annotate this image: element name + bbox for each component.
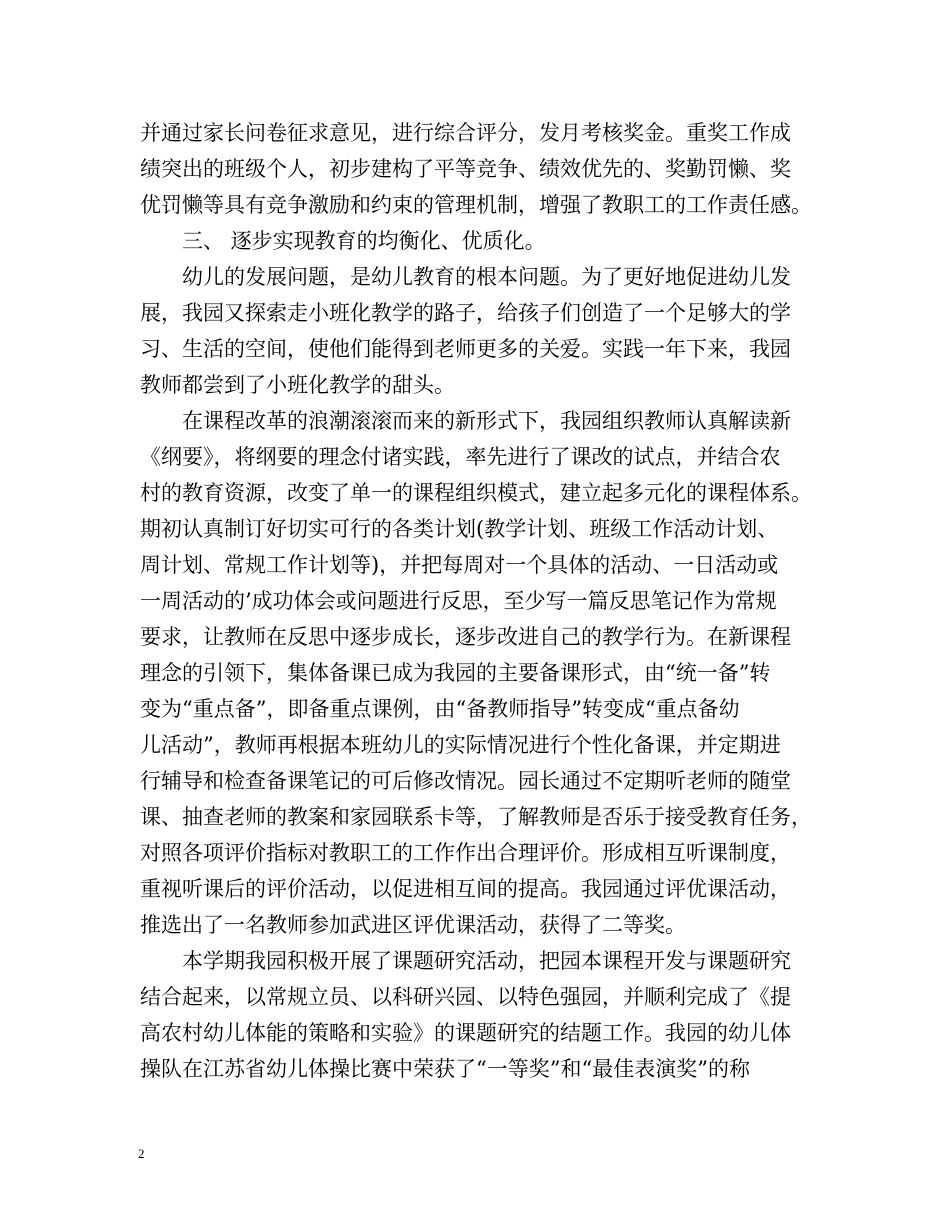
- text-line: 儿活动”，教师再根据本班幼儿的实际情况进行个性化备课，并定期进: [140, 733, 781, 757]
- page-number: 2: [138, 1146, 145, 1161]
- text-line: 优罚懒等具有竞争激励和约束的管理机制，增强了教职工的工作责任感。: [140, 193, 812, 217]
- text-line: 要求，让教师在反思中逐步成长，逐步改进自己的教学行为。在新课程: [140, 625, 791, 649]
- text-line: 行辅导和检查备课笔记的可后修改情况。园长通过不定期听老师的随堂: [140, 769, 791, 793]
- section-heading: 三、 逐步实现教育的均衡化、优质化。: [182, 229, 546, 253]
- text-line: 推选出了一名教师参加武进区评优课活动，获得了二等奖。: [140, 913, 686, 937]
- text-line: 课、抽查老师的教案和家园联系卡等，了解教师是否乐于接受教育任务，: [140, 805, 812, 829]
- text-line: 村的教育资源，改变了单一的课程组织模式，建立起多元化的课程体系。: [140, 481, 812, 505]
- text-line: 在课程改革的浪潮滚滚而来的新形式下，我园组织教师认真解读新: [182, 409, 791, 433]
- text-line: 结合起来，以常规立员、以科研兴园、以特色强园，并顺利完成了《提: [140, 985, 791, 1009]
- text-line: 期初认真制订好切实可行的各类计划(教学计划、班级工作活动计划、: [140, 517, 779, 541]
- text-line: 操队在江苏省幼儿体操比赛中荣获了“一等奖”和“最佳表演奖”的称: [140, 1057, 750, 1081]
- text-line: 习、生活的空间，使他们能得到老师更多的关爱。实践一年下来，我园: [140, 337, 791, 361]
- text-line: 对照各项评价指标对教职工的工作作出合理评价。形成相互听课制度，: [140, 841, 791, 865]
- text-line: 幼儿的发展问题，是幼儿教育的根本问题。为了更好地促进幼儿发: [182, 265, 791, 289]
- text-line: 展，我园又探索走小班化教学的路子，给孩子们创造了一个足够大的学: [140, 301, 791, 325]
- text-line: 《纲要》，将纲要的理念付诸实践，率先进行了课改的试点，并结合农: [140, 445, 781, 469]
- text-line: 本学期我园积极开展了课题研究活动，把园本课程开发与课题研究: [182, 949, 791, 973]
- text-line: 并通过家长问卷征求意见，进行综合评分，发月考核奖金。重奖工作成: [140, 121, 791, 145]
- text-line: 理念的引领下，集体备课已成为我园的主要备课形式，由“统一备”转: [140, 661, 771, 685]
- text-line: 变为“重点备”，即备重点课例，由“备教师指导”转变成“重点备幼: [140, 697, 740, 721]
- text-line: 教师都尝到了小班化教学的甜头。: [140, 373, 455, 397]
- text-line: 绩突出的班级个人，初步建构了平等竞争、绩效优先的、奖勤罚懒、奖: [140, 157, 791, 181]
- text-line: 周计划、常规工作计划等)，并把每周对一个具体的活动、一日活动或: [140, 553, 779, 577]
- text-line: 高农村幼儿体能的策略和实验》的课题研究的结题工作。我园的幼儿体: [140, 1021, 791, 1045]
- text-line: 一周活动的’成功体会或问题进行反思，至少写一篇反思笔记作为常规: [140, 589, 777, 613]
- text-line: 重视听课后的评价活动，以促进相互间的提高。我园通过评优课活动，: [140, 877, 791, 901]
